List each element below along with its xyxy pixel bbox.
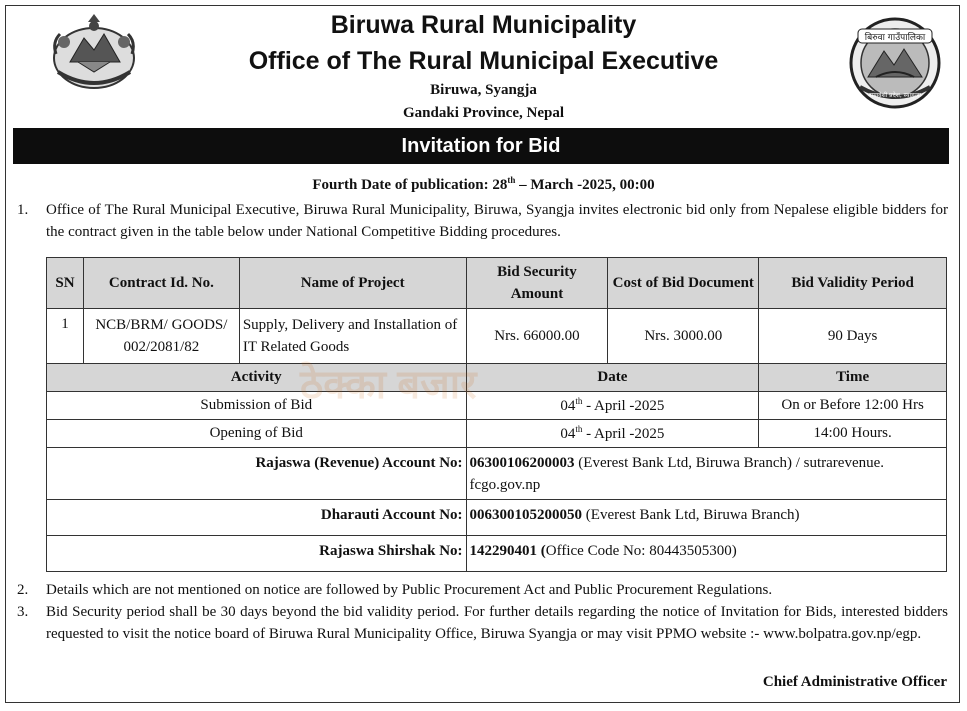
invitation-banner: Invitation for Bid xyxy=(13,128,949,164)
address-line1: Biruwa, Syangja xyxy=(430,82,537,98)
account-row xyxy=(47,536,947,572)
account-value: 06300106200003 (Everest Bank Ltd, Biruwa Branch) / sutrarevenue. fcgo.gov.np xyxy=(466,448,946,500)
header-project: Name of Project xyxy=(239,258,466,309)
header-cost: Cost of Bid Document xyxy=(608,258,759,309)
schedule-header-activity: Activity xyxy=(47,364,467,392)
publication-label: Fourth Date of publication: 28 xyxy=(312,177,508,193)
schedule-header-time: Time xyxy=(759,364,947,392)
account-row xyxy=(47,500,947,536)
account-row xyxy=(47,448,947,500)
paragraph-2-number: 2. xyxy=(17,582,29,598)
publication-date xyxy=(0,175,967,194)
paragraph-2: Details which are not mentioned on notice are followed by Public Procurement Act and Public Procurement Regulations. xyxy=(46,582,773,598)
office-title-line1: Biruwa Rural Municipality xyxy=(330,11,637,39)
paragraph-3: Bid Security period shall be 30 days beyond the bid validity period. For further details regarding the notice of Invitation for Bids, interested bidders requested to visit the notice board of Biruwa Rural Municipality Office, Biruwa Syangja or may visit PPMO website :- www.bolpatra.gov.np/egp. xyxy=(46,604,948,642)
schedule-activity: Opening of Bid xyxy=(47,420,467,448)
office-title-line2: Office of The Rural Municipal Executive xyxy=(248,47,719,75)
logo-bottom-text: समावेशी प्रदेश, स्याङ्जा xyxy=(869,92,921,99)
schedule-activity: Submission of Bid xyxy=(47,392,467,420)
row-project: Supply, Delivery and Installation of IT Related Goods xyxy=(239,309,466,364)
watermark: ठेक्का बजार xyxy=(300,363,477,407)
paragraph-1-number: 1. xyxy=(17,202,29,218)
address-line2: Gandaki Province, Nepal xyxy=(403,105,564,121)
signature-title: Chief Administrative Officer xyxy=(762,674,947,690)
header-sn: SN xyxy=(47,258,84,309)
logo-top-text: बिरुवा गाउँपालिका xyxy=(864,33,926,43)
account-label: Dharauti Account No: xyxy=(47,500,467,536)
row-cost: Nrs. 3000.00 xyxy=(608,309,759,364)
row-security: Nrs. 66000.00 xyxy=(466,309,608,364)
account-label: Rajaswa (Revenue) Account No: xyxy=(47,448,467,500)
schedule-date: 04th - April -2025 xyxy=(466,420,759,448)
schedule-date: 04th - April -2025 xyxy=(466,392,759,420)
row-contract: NCB/BRM/ GOODS/ 002/2081/82 xyxy=(83,309,239,364)
schedule-header-date: Date xyxy=(466,364,759,392)
paragraph-1: Office of The Rural Municipal Executive, Biruwa Rural Municipality, Biruwa, Syangja invites electronic bid only from Nepalese eligible bidders for the contract given in the table below under National Competitive Bidding procedures. xyxy=(46,202,948,240)
schedule-row xyxy=(47,420,947,448)
header-validity: Bid Validity Period xyxy=(759,258,947,309)
row-sn: 1 xyxy=(47,309,84,364)
row-validity: 90 Days xyxy=(759,309,947,364)
account-label: Rajaswa Shirshak No: xyxy=(47,536,467,572)
account-value: 142290401 (Office Code No: 80443505300) xyxy=(466,536,946,572)
schedule-time: 14:00 Hours. xyxy=(759,420,947,448)
account-value: 006300105200050 (Everest Bank Ltd, Biruwa Branch) xyxy=(466,500,946,536)
publication-day-suffix: th xyxy=(507,175,516,185)
publication-rest: – March -2025, 00:00 xyxy=(515,177,655,193)
schedule-time: On or Before 12:00 Hrs xyxy=(759,392,947,420)
header-contract: Contract Id. No. xyxy=(83,258,239,309)
bid-table xyxy=(46,257,947,572)
paragraph-3-number: 3. xyxy=(17,604,29,620)
header-security: Bid Security Amount xyxy=(466,258,608,309)
